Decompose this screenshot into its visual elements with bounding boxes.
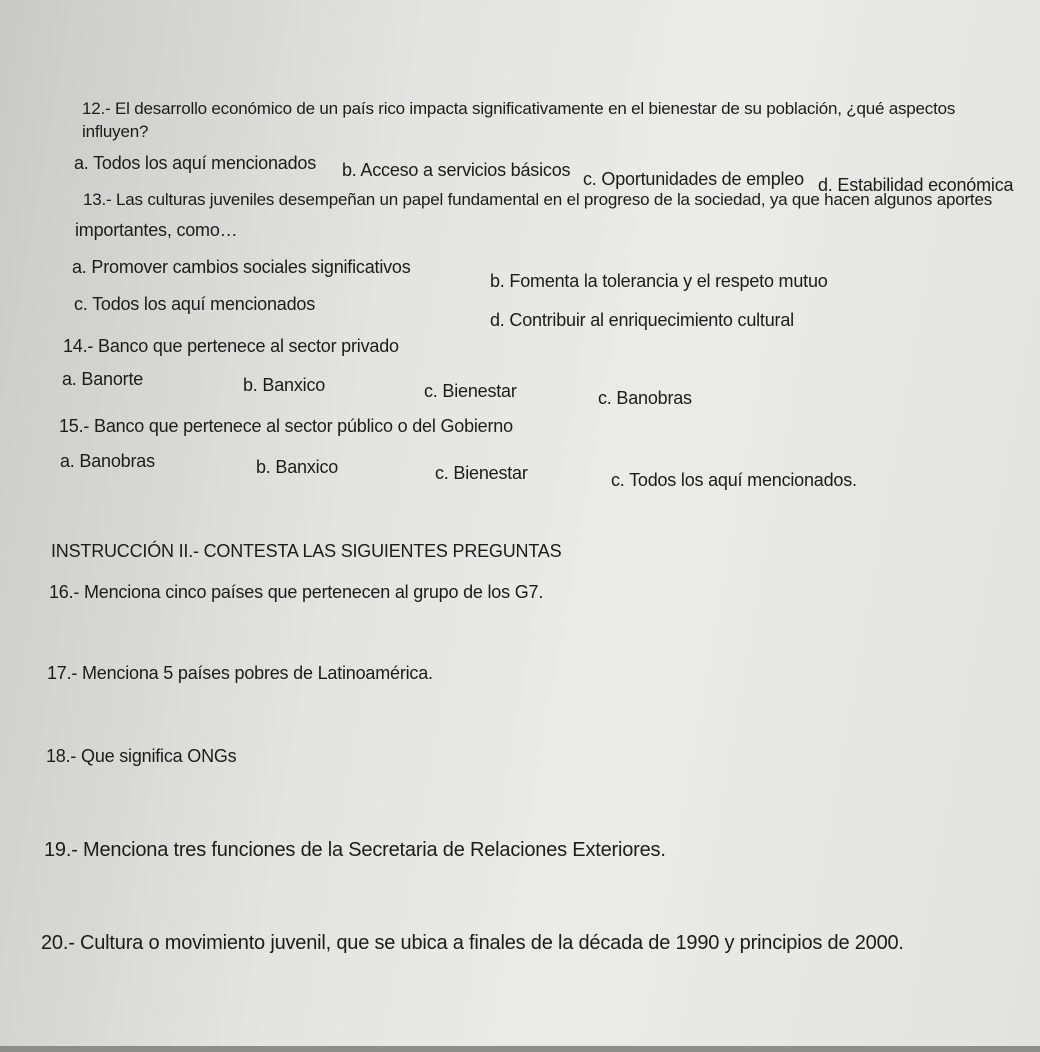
question-14-text: 14.- Banco que pertenece al sector privado — [63, 336, 399, 356]
question-12-option-d: d. Estabilidad económica — [818, 175, 1014, 195]
question-12-option-a: a. Todos los aquí mencionados — [74, 153, 317, 173]
question-17-text: 17.- Menciona 5 países pobres de Latinoamérica. — [47, 663, 433, 683]
question-12-line-2: influyen? — [82, 122, 149, 141]
question-14-option-a: a. Banorte — [62, 369, 144, 389]
question-15-option-c: c. Bienestar — [435, 463, 528, 483]
question-13-option-b: b. Fomenta la tolerancia y el respeto mutuo — [490, 271, 828, 291]
question-14-option-b: b. Banxico — [243, 375, 326, 395]
question-12-option-b: b. Acceso a servicios básicos — [342, 160, 571, 180]
question-13-option-d: d. Contribuir al enriquecimiento cultural — [490, 310, 794, 330]
question-19-text: 19.- Menciona tres funciones de la Secretaria de Relaciones Exteriores. — [44, 839, 666, 861]
question-12-option-c: c. Oportunidades de empleo — [583, 169, 804, 189]
question-13-line-2: importantes, como… — [75, 220, 238, 240]
question-12-line-1: 12.- El desarrollo económico de un país rico impacta significativamente en el bienestar de su población, ¿qué aspectos — [82, 99, 956, 118]
question-13-line-1: 13.- Las culturas juveniles desempeñan un papel fundamental en el progreso de la sociedad, ya que hacen algunos aportes — [83, 190, 993, 209]
question-13-option-a: a. Promover cambios sociales significativos — [72, 257, 411, 277]
question-14-option-d: c. Banobras — [598, 388, 692, 408]
question-13-option-c: c. Todos los aquí mencionados — [74, 294, 316, 314]
question-15-option-a: a. Banobras — [60, 451, 155, 471]
page-bottom-edge — [0, 1046, 1040, 1052]
question-16-text: 16.- Menciona cinco países que pertenecen al grupo de los G7. — [49, 582, 544, 602]
question-18-text: 18.- Que significa ONGs — [46, 746, 237, 766]
question-15-option-d: c. Todos los aquí mencionados. — [611, 470, 857, 490]
question-14-option-c: c. Bienestar — [424, 381, 517, 401]
question-20-text: 20.- Cultura o movimiento juvenil, que se ubica a finales de la década de 1990 y principios de 2000. — [41, 932, 904, 954]
question-15-text: 15.- Banco que pertenece al sector público o del Gobierno — [59, 416, 513, 436]
instruction-heading: INSTRUCCIÓN II.- CONTESTA LAS SIGUIENTES PREGUNTAS — [51, 541, 562, 561]
question-15-option-b: b. Banxico — [256, 457, 339, 477]
